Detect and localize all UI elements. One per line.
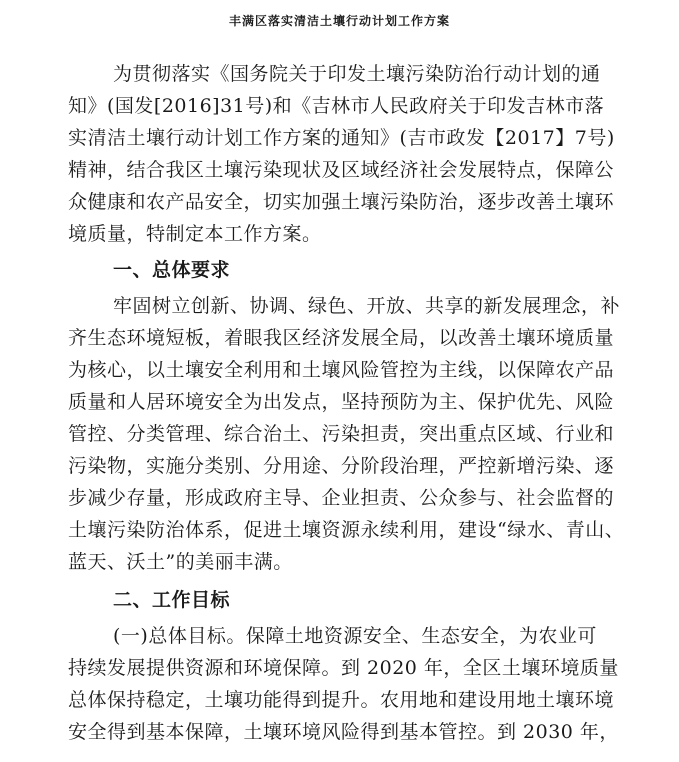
intro-line-4: 精神，结合我区土壤污染现状及区域经济社会发展特点，保障公	[68, 159, 615, 181]
intro-line-1: 为贯彻落实《国务院关于印发土壤污染防治行动计划的通	[113, 63, 601, 85]
intro-line-2: 知》(国发[2016]31号)和《吉林市人民政府关于印发吉林市落	[68, 95, 605, 117]
section-1-heading: 一、总体要求	[113, 259, 231, 281]
section-1-line-6: 污染物，实施分类别、分用途、分阶段治理，严控新增污染、逐	[68, 455, 615, 477]
section-1-line-2: 齐生态环境短板，着眼我区经济发展全局，以改善土壤环境质量	[68, 327, 615, 349]
intro-line-5: 众健康和农产品安全，切实加强土壤污染防治，逐步改善土壤环	[68, 191, 615, 213]
section-1-line-5: 管控、分类管理、综合治土、污染担责，突出重点区域、行业和	[68, 423, 615, 445]
section-1-line-8: 土壤污染防治体系，促进土壤资源永续利用，建设“绿水、青山、	[68, 519, 625, 541]
section-1-line-9: 蓝天、沃土”的美丽丰满。	[68, 551, 293, 573]
section-1-line-4: 质量和人居环境安全为出发点，坚持预防为主、保护优先、风险	[68, 391, 615, 413]
intro-line-3: 实清洁土壤行动计划工作方案的通知》(吉市政发【2017】7号)	[68, 127, 615, 149]
section-2-line-3: 总体保持稳定，土壤功能得到提升。农用地和建设用地土壤环境	[68, 689, 615, 711]
section-1-line-3: 为核心，以土壤安全利用和土壤风险管控为主线，以保障农产品	[68, 359, 615, 381]
section-2-heading: 二、工作目标	[113, 589, 231, 611]
section-2-line-4: 安全得到基本保障，土壤环境风险得到基本管控。到 2030 年，	[68, 721, 619, 743]
document-title: 丰满区落实清洁土壤行动计划工作方案	[228, 14, 450, 28]
section-2-line-1: (一)总体目标。保障土地资源安全、生态安全，为农业可	[113, 625, 597, 647]
section-2-line-2: 持续发展提供资源和环境保障。到 2020 年，全区土壤环境质量	[68, 657, 619, 679]
intro-line-6: 境质量，特制定本工作方案。	[68, 223, 322, 245]
section-1-line-1: 牢固树立创新、协调、绿色、开放、共享的新发展理念，补	[113, 295, 621, 317]
section-1-line-7: 步减少存量，形成政府主导、企业担责、公众参与、社会监督的	[68, 487, 615, 509]
